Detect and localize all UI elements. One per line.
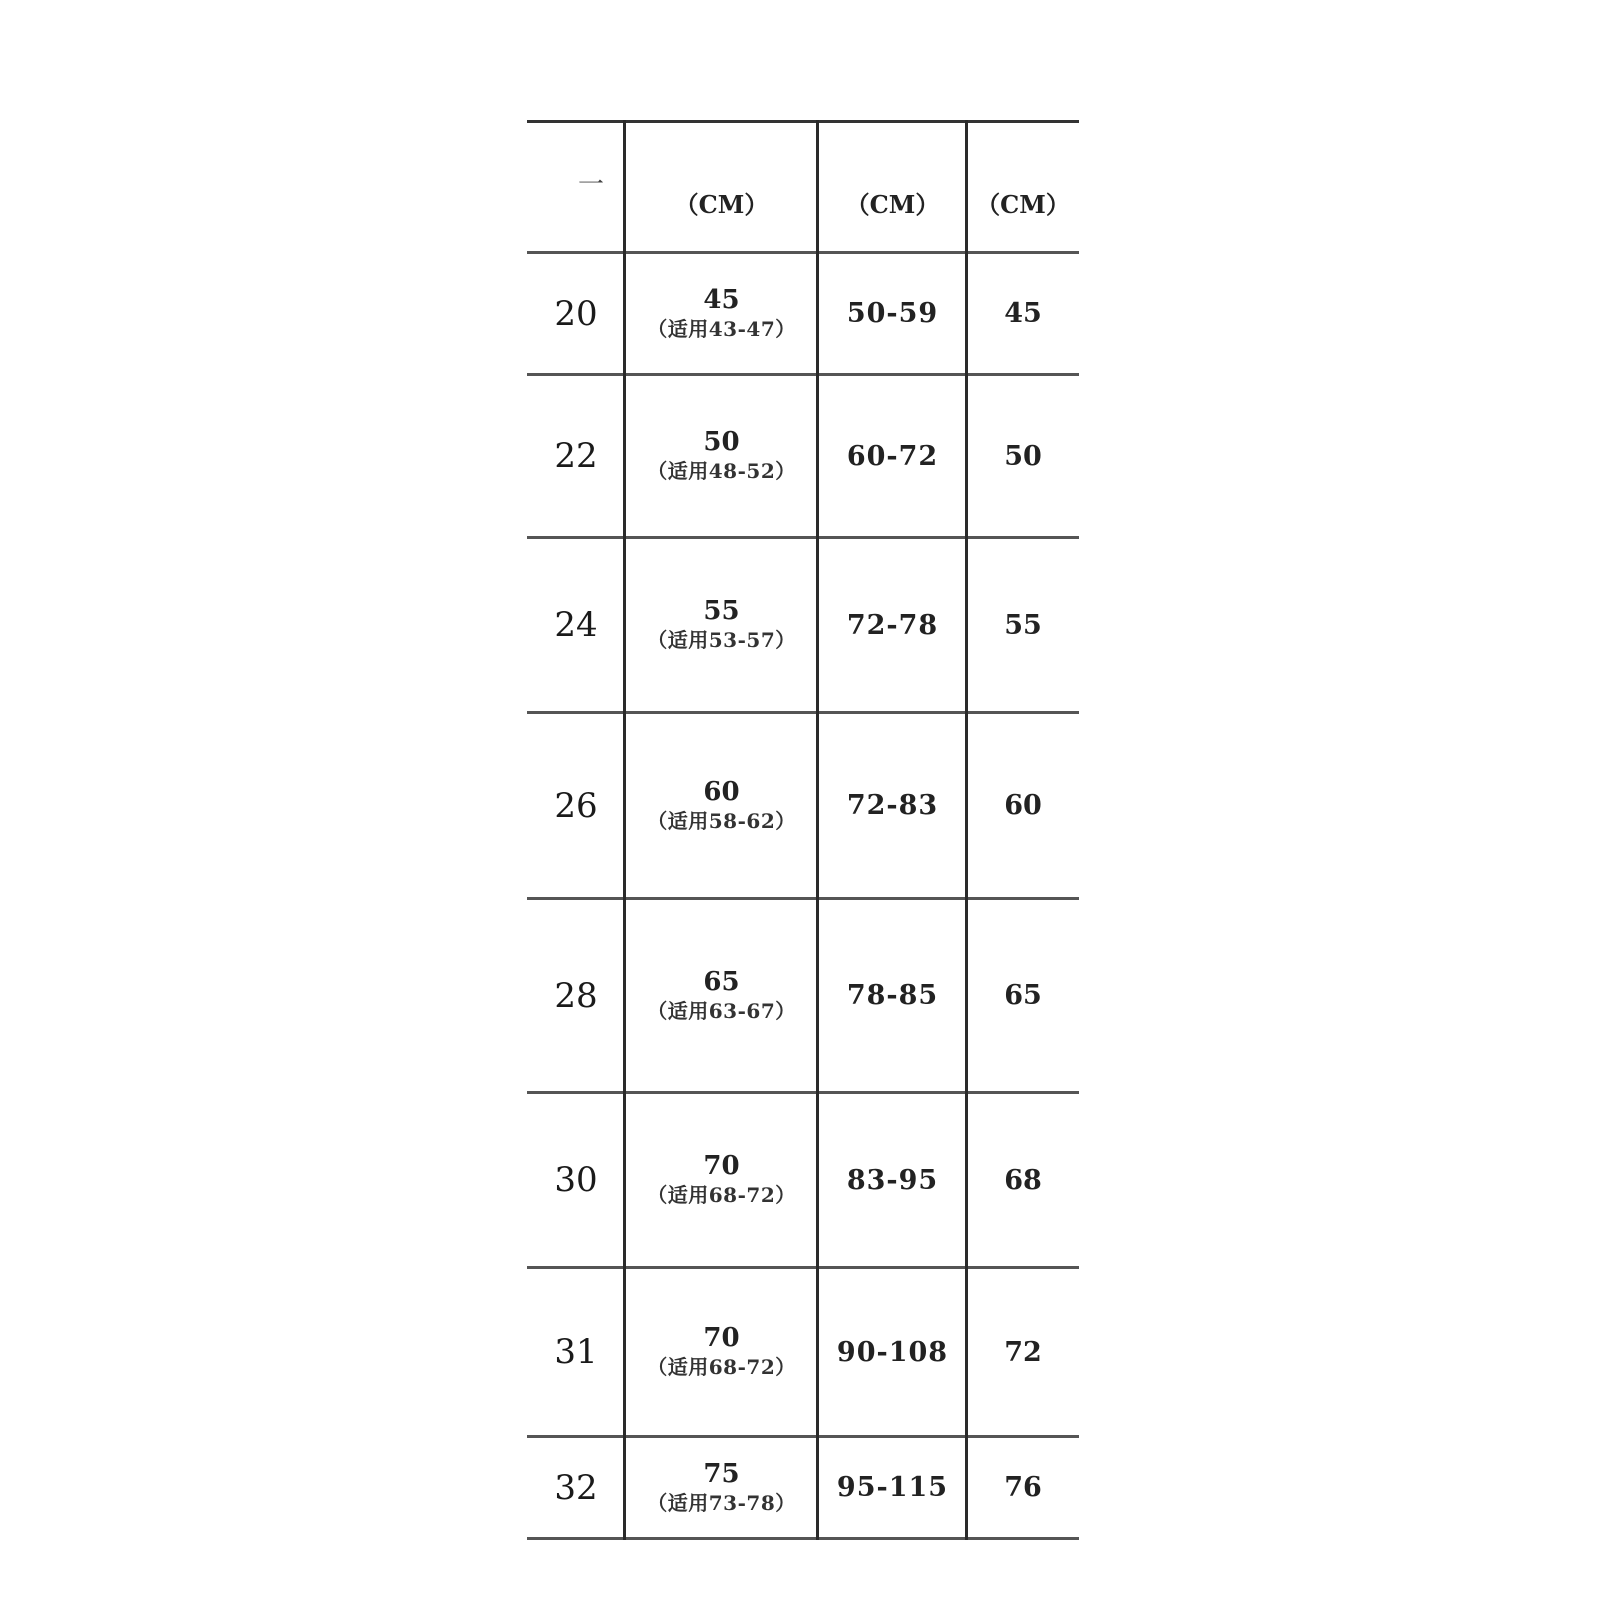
table-row: [527, 376, 1079, 539]
size-cell: [527, 254, 625, 373]
range-cell: [818, 900, 967, 1091]
fit-note: （适用53-57）: [647, 628, 796, 652]
main-value: 75: [703, 1458, 740, 1489]
col3-value: 68: [1004, 1164, 1042, 1196]
main-cell: [625, 1269, 818, 1435]
main-value: 55: [703, 596, 740, 626]
range-cell: [818, 539, 967, 711]
range-value: 50-59: [846, 298, 939, 329]
main-cell: [625, 539, 818, 711]
header-size-label: 一: [577, 169, 604, 200]
main-cell: [625, 1094, 818, 1266]
header-cell-col3: [967, 123, 1079, 251]
column-divider: [965, 120, 968, 1540]
range-value: 83-95: [846, 1164, 939, 1196]
size-value: 30: [554, 1160, 598, 1200]
value-cell: [967, 376, 1079, 536]
size-cell: [527, 714, 625, 897]
col3-value: 55: [1004, 609, 1042, 641]
main-cell: [625, 254, 818, 373]
table-row: [527, 900, 1079, 1094]
col3-value: 72: [1004, 1336, 1042, 1368]
column-divider: [816, 120, 819, 1540]
table-row: [527, 714, 1079, 900]
value-cell: [967, 1269, 1079, 1435]
size-value: 26: [554, 785, 598, 826]
size-cell: [527, 376, 625, 536]
header-col1-unit: （CM）: [674, 189, 769, 219]
main-value: 65: [703, 966, 740, 997]
fit-note: （适用43-47）: [647, 316, 796, 341]
range-cell: [818, 714, 967, 897]
range-value: 72-78: [846, 609, 939, 641]
table-row: [527, 1269, 1079, 1438]
size-value: 22: [554, 436, 598, 476]
size-chart-table: [527, 120, 1079, 1540]
range-value: 60-72: [846, 440, 939, 472]
table-row: [527, 254, 1079, 376]
value-cell: [967, 539, 1079, 711]
main-value: 70: [703, 1151, 740, 1181]
fit-note: （适用68-72）: [647, 1183, 796, 1207]
main-value: 70: [703, 1323, 740, 1353]
fit-note: （适用48-52）: [647, 459, 796, 483]
value-cell: [967, 1438, 1079, 1537]
col3-value: 60: [1004, 790, 1042, 821]
header-col2-unit: （CM）: [845, 189, 940, 219]
range-cell: [818, 1438, 967, 1537]
main-cell: [625, 1438, 818, 1537]
main-value: 50: [703, 427, 740, 457]
size-cell: [527, 1094, 625, 1266]
size-value: 20: [554, 293, 598, 334]
size-cell: [527, 539, 625, 711]
size-value: 28: [554, 975, 598, 1016]
table-header-row: [527, 120, 1079, 254]
size-value: 24: [554, 605, 598, 645]
main-value: 45: [703, 284, 740, 315]
value-cell: [967, 1094, 1079, 1266]
range-cell: [818, 376, 967, 536]
header-cell-col2: [818, 123, 967, 251]
fit-note: （适用73-78）: [647, 1490, 796, 1515]
range-value: 78-85: [846, 980, 939, 1011]
size-cell: [527, 1269, 625, 1435]
range-value: 90-108: [836, 1336, 949, 1368]
range-cell: [818, 1094, 967, 1266]
size-cell: [527, 1438, 625, 1537]
table-row: [527, 1438, 1079, 1540]
range-value: 72-83: [846, 790, 939, 821]
size-value: 32: [554, 1467, 598, 1508]
header-col3-unit: （CM）: [976, 189, 1070, 219]
range-cell: [818, 1269, 967, 1435]
size-cell: [527, 900, 625, 1091]
table-row: [527, 539, 1079, 714]
main-cell: [625, 714, 818, 897]
header-cell-size: [527, 123, 625, 251]
value-cell: [967, 900, 1079, 1091]
fit-note: （适用63-67）: [647, 998, 796, 1023]
col3-value: 45: [1004, 298, 1042, 329]
col3-value: 50: [1004, 440, 1042, 472]
value-cell: [967, 714, 1079, 897]
main-value: 60: [703, 776, 740, 807]
main-cell: [625, 376, 818, 536]
header-cell-col1: [625, 123, 818, 251]
main-cell: [625, 900, 818, 1091]
col3-value: 65: [1004, 980, 1042, 1011]
fit-note: （适用58-62）: [647, 808, 796, 833]
range-cell: [818, 254, 967, 373]
value-cell: [967, 254, 1079, 373]
range-value: 95-115: [836, 1472, 949, 1503]
fit-note: （适用68-72）: [647, 1355, 796, 1379]
table-row: [527, 1094, 1079, 1269]
col3-value: 76: [1004, 1472, 1042, 1503]
size-value: 31: [554, 1332, 598, 1372]
column-divider: [623, 120, 626, 1540]
